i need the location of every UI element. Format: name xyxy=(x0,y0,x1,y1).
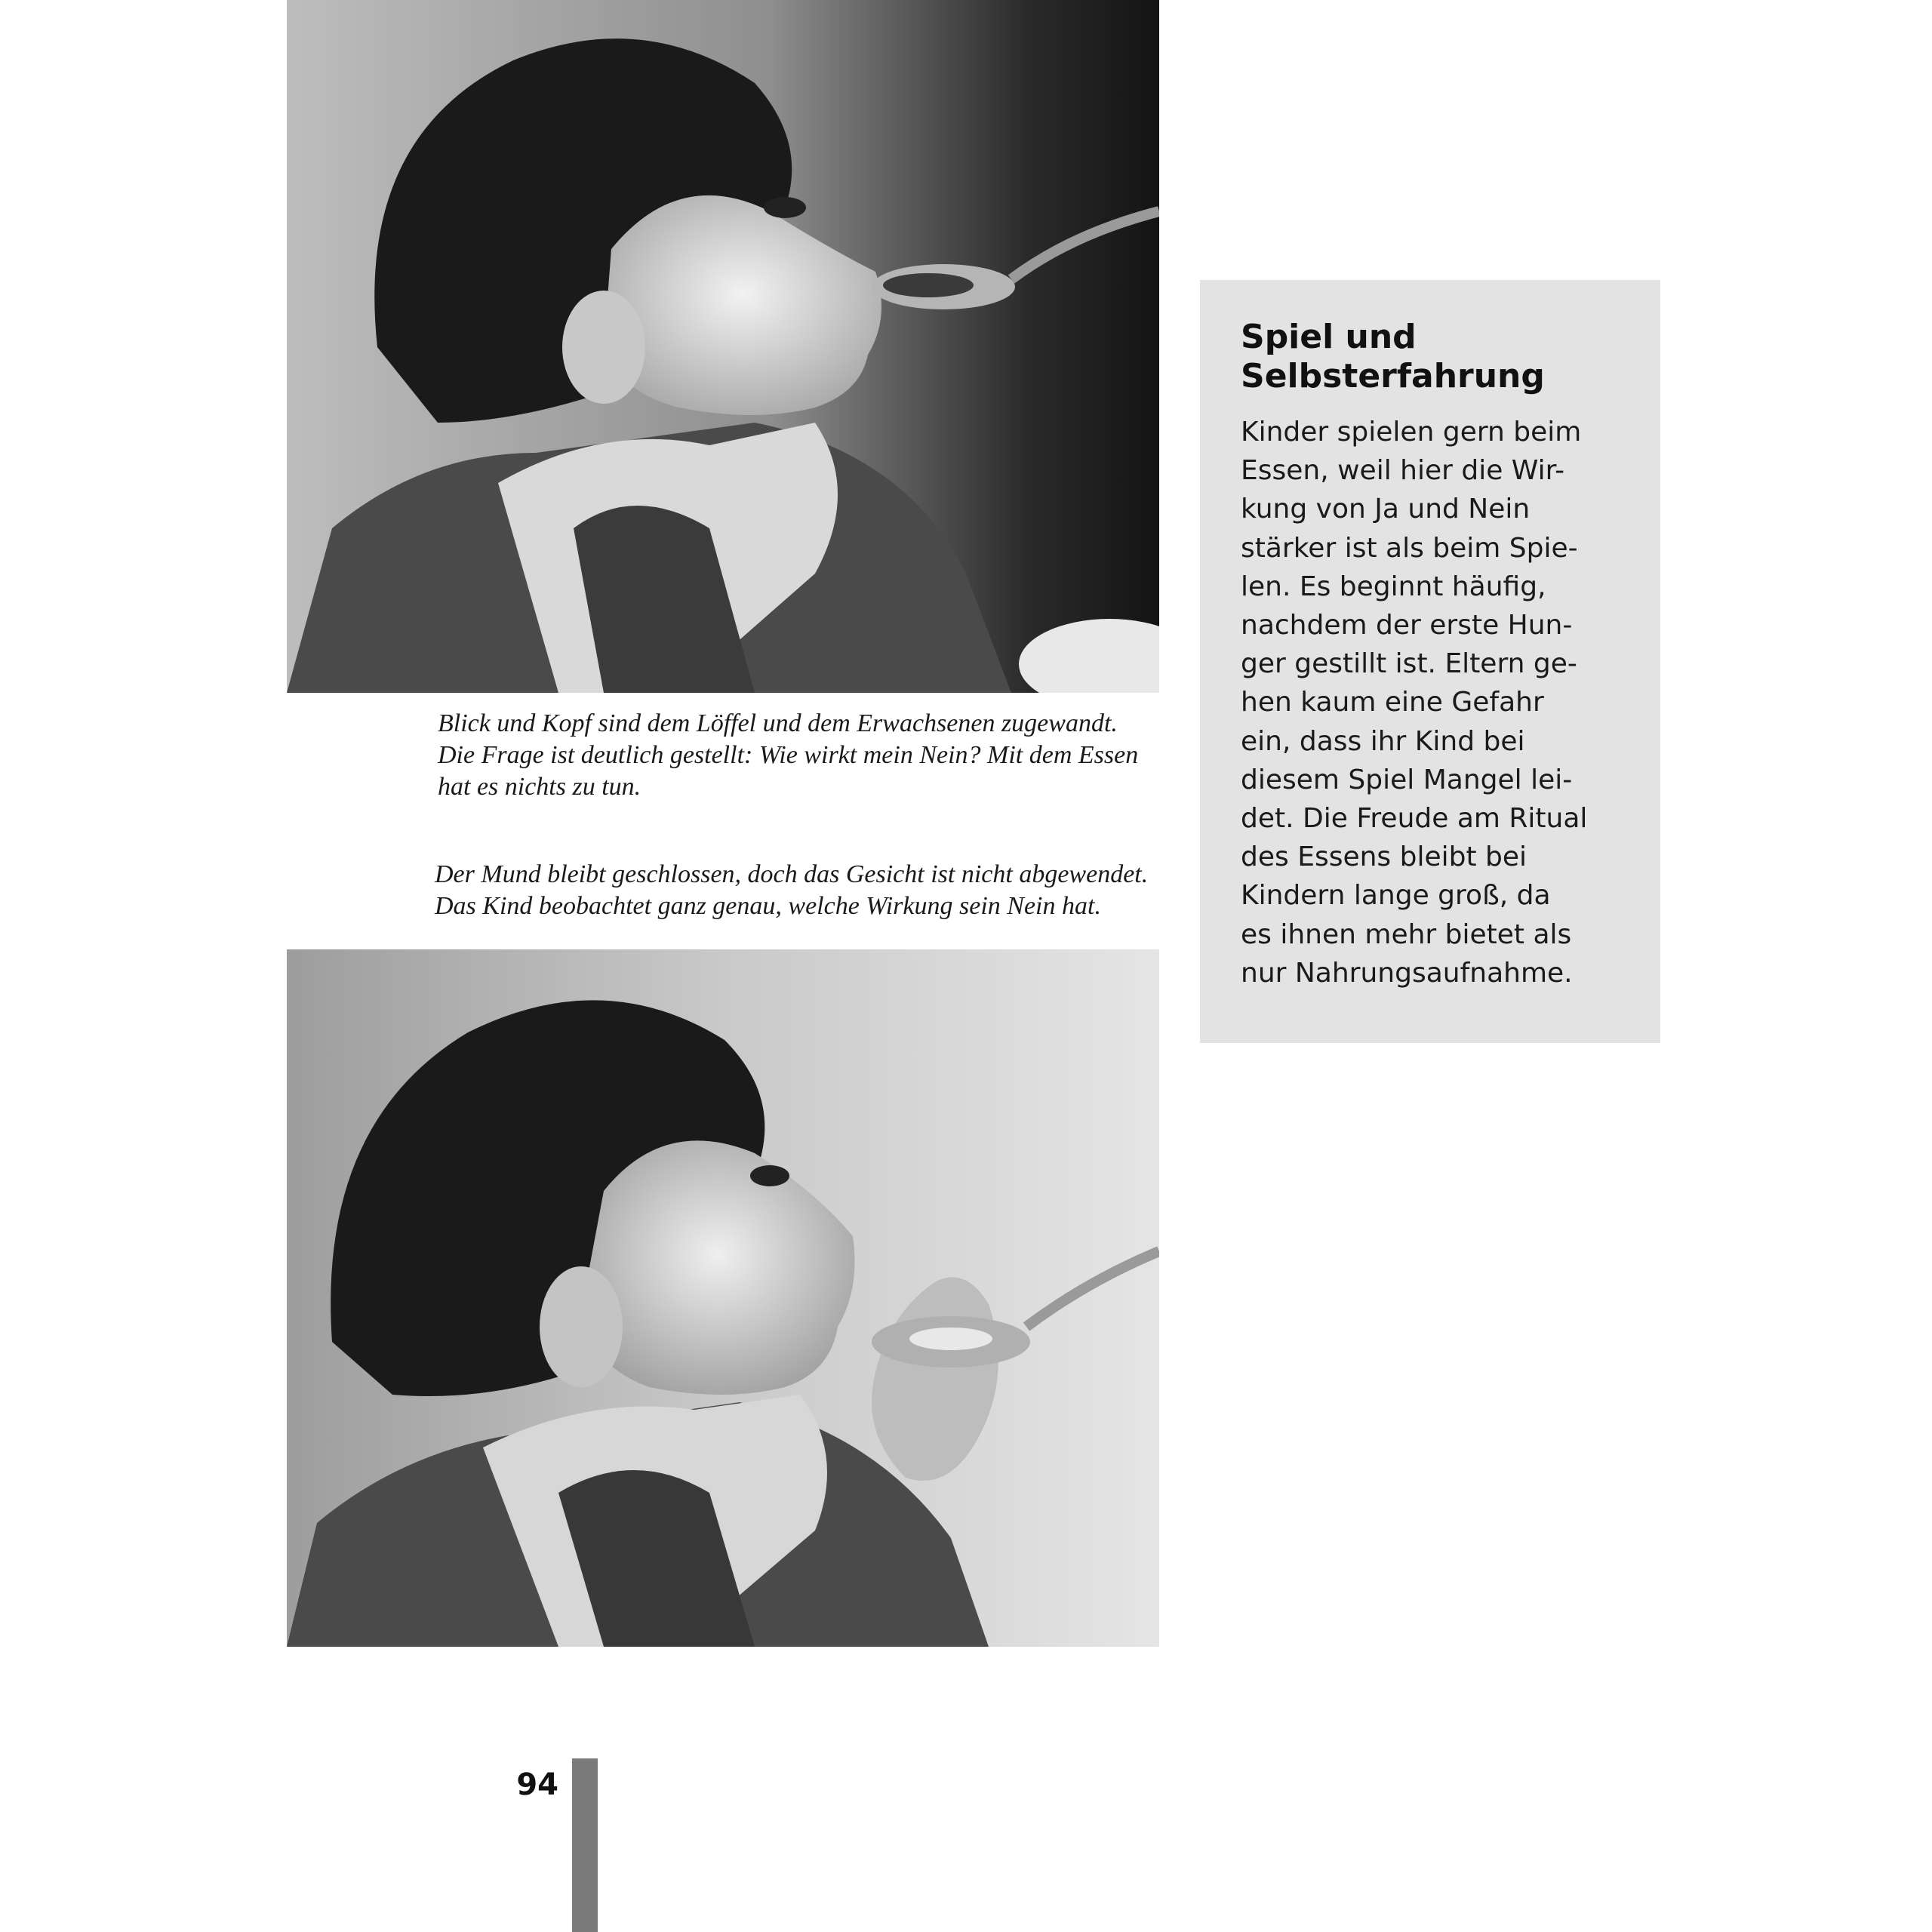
sidebar-line: des Essens bleibt bei xyxy=(1241,841,1527,873)
photo-top-image xyxy=(287,0,1159,693)
sidebar-line: stärker ist als beim Spie- xyxy=(1241,532,1578,564)
sidebar-line: len. Es beginnt häufig, xyxy=(1241,571,1546,602)
page-number: 94 xyxy=(516,1767,558,1802)
caption-line: Die Frage ist deutlich gestellt: Wie wirkt mein Nein? Mit dem Essen xyxy=(438,741,1139,769)
sidebar-line: nur Nahrungsaufnahme. xyxy=(1241,957,1573,989)
sidebar-box xyxy=(1200,280,1660,1043)
sidebar-line: det. Die Freude am Ritual xyxy=(1241,803,1588,835)
caption-line: Blick und Kopf sind dem Löffel und dem Erwachsenen zugewandt. xyxy=(438,709,1118,737)
sidebar-line: hen kaum eine Gefahr xyxy=(1241,687,1544,718)
sidebar-line: Kindern lange groß, da xyxy=(1241,880,1551,912)
sidebar-line: Essen, weil hier die Wir- xyxy=(1241,455,1565,487)
sidebar-heading xyxy=(1241,318,1630,396)
sidebar-line: es ihnen mehr bietet als xyxy=(1241,918,1572,950)
sidebar-body xyxy=(1241,413,1630,992)
photo-bottom xyxy=(287,949,1159,1647)
caption-top xyxy=(438,708,1177,803)
sidebar-heading-line: Spiel und xyxy=(1241,318,1417,356)
sidebar-line: kung von Ja und Nein xyxy=(1241,494,1531,525)
sidebar-heading-line: Selbsterfahrung xyxy=(1241,357,1545,395)
sidebar-line: diesem Spiel Mangel lei- xyxy=(1241,764,1573,795)
photo-bottom-image xyxy=(287,949,1159,1647)
sidebar-line: ger gestillt ist. Eltern ge- xyxy=(1241,648,1577,680)
photo-top xyxy=(287,0,1159,693)
sidebar-line: nachdem der erste Hun- xyxy=(1241,610,1573,641)
sidebar-line: ein, dass ihr Kind bei xyxy=(1241,725,1525,757)
caption-line: Das Kind beobachtet ganz genau, welche Wirkung sein Nein hat. xyxy=(435,892,1101,920)
caption-line: Der Mund bleibt geschlossen, doch das Gesicht ist nicht abgewendet. xyxy=(435,860,1149,888)
caption-bottom xyxy=(435,859,1174,922)
caption-line: hat es nichts zu tun. xyxy=(438,773,641,801)
sidebar-line: Kinder spielen gern beim xyxy=(1241,417,1582,448)
page-marker-bar xyxy=(572,1758,598,1932)
